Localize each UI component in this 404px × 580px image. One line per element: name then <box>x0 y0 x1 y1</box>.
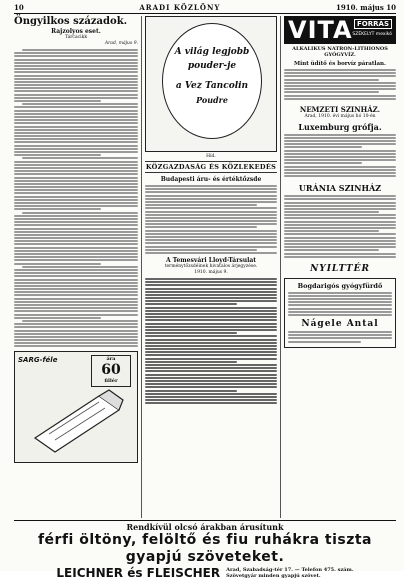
text-line <box>14 84 138 86</box>
text-line <box>284 159 396 161</box>
text-line <box>14 228 138 230</box>
text-line <box>14 196 138 198</box>
text-line <box>288 295 392 297</box>
text-line <box>14 135 138 137</box>
text-line <box>145 236 277 238</box>
text-line <box>145 342 277 344</box>
text-line <box>145 339 277 341</box>
text-line <box>284 169 396 171</box>
text-line <box>14 87 138 89</box>
text-line <box>14 97 138 99</box>
text-line <box>284 253 396 255</box>
text-line <box>14 304 138 306</box>
text-line <box>145 188 277 190</box>
text-line <box>14 68 138 70</box>
text-line <box>145 390 237 392</box>
text-line <box>284 79 379 81</box>
urania-program <box>284 195 396 258</box>
text-line <box>14 291 138 293</box>
text-line <box>14 205 138 207</box>
spa-text-2 <box>288 331 392 343</box>
text-line <box>145 214 277 216</box>
text-line <box>145 393 277 395</box>
text-line <box>14 113 138 115</box>
text-line <box>14 307 138 309</box>
text-line <box>14 129 138 131</box>
text-line <box>14 240 138 242</box>
text-line <box>284 75 396 77</box>
text-line <box>145 294 277 296</box>
text-line <box>14 243 138 245</box>
text-line <box>145 300 277 302</box>
text-line <box>14 59 138 61</box>
text-line <box>14 141 138 143</box>
article-byline: Tárcacikk <box>64 35 88 40</box>
text-line <box>14 294 138 296</box>
text-line <box>14 202 138 204</box>
lloyd-title: A Temesvári Lloyd-Társulat <box>165 256 257 264</box>
text-line <box>145 367 277 369</box>
text-line <box>14 126 138 128</box>
text-line <box>14 186 138 188</box>
text-line <box>14 154 101 156</box>
text-line <box>145 310 277 312</box>
price-table <box>145 278 277 404</box>
text-line <box>145 307 277 309</box>
text-line <box>14 218 138 220</box>
text-line <box>284 166 396 168</box>
text-line <box>14 173 138 175</box>
text-line <box>145 278 277 280</box>
text-line <box>145 354 277 356</box>
text-line <box>145 374 277 376</box>
text-line <box>288 308 392 310</box>
text-line <box>284 146 362 148</box>
text-line <box>22 266 138 268</box>
text-line <box>284 150 396 152</box>
text-line <box>284 202 396 204</box>
text-line <box>145 288 277 290</box>
text-line <box>14 122 138 124</box>
banner-line-1: Rendkívül olcsó árakban árusítunk <box>126 522 284 532</box>
text-line <box>145 226 257 228</box>
text-line <box>14 342 138 344</box>
text-line <box>145 195 277 197</box>
page-header <box>14 2 396 14</box>
text-line <box>288 337 392 339</box>
section-title: KÖZGAZDASÁG ÉS KÖZLEKEDÉS <box>145 163 277 171</box>
text-line <box>14 208 101 210</box>
nyiltter-title: NYILTTÉR <box>310 263 370 274</box>
text-line <box>14 288 138 290</box>
text-line <box>14 301 138 303</box>
text-line <box>284 153 396 155</box>
text-line <box>288 298 392 300</box>
text-line <box>145 326 277 328</box>
text-line <box>145 316 277 318</box>
text-line <box>284 137 396 139</box>
text-line <box>145 329 277 331</box>
text-line <box>14 75 138 77</box>
text-line <box>288 334 392 336</box>
firm-note: Szövetgyár minden gyapjú szövet. <box>226 573 321 579</box>
article-dateline: Arad, május 9. <box>104 41 138 46</box>
text-line <box>288 314 392 316</box>
article-body <box>14 49 138 347</box>
text-line <box>22 103 138 105</box>
text-line <box>284 156 396 158</box>
text-line <box>145 383 277 385</box>
text-line <box>145 399 277 401</box>
text-line <box>288 341 361 343</box>
spa-name: Nágele Antal <box>301 319 379 329</box>
text-line <box>14 151 138 153</box>
text-line <box>145 386 277 388</box>
banner-footer <box>14 566 396 580</box>
text-line <box>145 207 277 209</box>
text-line <box>14 132 138 134</box>
text-line <box>14 231 138 233</box>
tube-illustration <box>29 386 125 456</box>
text-line <box>145 335 277 337</box>
vita-details <box>284 69 396 100</box>
price-box <box>91 355 131 387</box>
text-line <box>14 279 138 281</box>
price-value: 60 <box>101 362 121 379</box>
text-line <box>145 364 277 366</box>
text-line <box>284 221 396 223</box>
text-line <box>284 69 396 71</box>
text-line <box>145 191 277 193</box>
text-line <box>284 175 396 177</box>
text-line <box>14 282 138 284</box>
text-line <box>145 319 277 321</box>
text-line <box>284 205 396 207</box>
text-line <box>288 292 392 294</box>
column-right <box>280 16 396 518</box>
text-line <box>14 148 138 150</box>
text-line <box>284 162 362 164</box>
text-line <box>145 233 277 235</box>
text-line <box>14 167 138 169</box>
price-unit: fillér <box>104 378 118 385</box>
ad-caption: Híd. <box>206 154 216 159</box>
text-line <box>145 345 277 347</box>
ad-line-2: pouder-je <box>187 61 237 71</box>
text-line <box>14 62 138 64</box>
issue-date: 1910. május 10 <box>335 3 396 12</box>
text-line <box>145 185 277 187</box>
text-line <box>145 211 277 213</box>
text-line <box>14 110 138 112</box>
vita-tag: FORRÁS <box>354 19 392 29</box>
urania-title: URÁNIA SZINHÁZ <box>298 183 382 194</box>
text-line <box>284 208 396 210</box>
theatre-title: NEMZETI SZINHÁZ. <box>299 104 381 114</box>
spa-title: Bogdarigós gyógyfürdő <box>297 281 383 290</box>
play-title: Luxemburg grófja. <box>298 121 382 132</box>
text-line <box>284 227 396 229</box>
text-line <box>284 88 396 90</box>
article-heading: Öngyilkos századok. <box>14 16 128 27</box>
text-line <box>14 263 101 265</box>
text-line <box>22 49 138 51</box>
text-line <box>14 100 101 102</box>
text-line <box>14 250 138 252</box>
text-line <box>145 198 277 200</box>
text-line <box>14 237 138 239</box>
text-line <box>284 91 379 93</box>
text-line <box>14 330 138 332</box>
text-line <box>14 253 138 255</box>
text-line <box>14 259 138 261</box>
text-line <box>145 370 277 372</box>
text-line <box>14 164 138 166</box>
text-line <box>145 249 257 251</box>
text-line <box>14 256 138 258</box>
text-line <box>288 301 392 303</box>
text-line <box>22 157 138 159</box>
text-line <box>284 195 396 197</box>
ad-line-4: Poudre <box>196 95 228 105</box>
text-line <box>145 239 277 241</box>
text-line <box>284 243 396 245</box>
text-line <box>284 85 396 87</box>
powder-advertisement <box>145 16 277 152</box>
text-line <box>288 304 392 306</box>
bottom-advertisement <box>14 520 396 580</box>
text-line <box>14 326 138 328</box>
text-line <box>145 284 277 286</box>
text-line <box>14 161 138 163</box>
price-label: ára <box>106 356 116 363</box>
text-line <box>288 311 392 313</box>
text-line <box>145 351 277 353</box>
text-line <box>14 170 138 172</box>
vita-line-2: Mint üdítő és borvíz páratlan. <box>294 61 386 67</box>
text-line <box>145 297 277 299</box>
text-line <box>14 90 138 92</box>
sarg-advertisement <box>14 351 138 463</box>
text-line <box>14 336 138 338</box>
ad-line-3: a Vez Tancolin <box>175 81 249 91</box>
text-line <box>145 313 277 315</box>
text-line <box>284 134 396 136</box>
text-line <box>284 143 396 145</box>
text-line <box>145 252 277 254</box>
text-line <box>145 323 277 325</box>
text-line <box>14 145 138 147</box>
text-line <box>14 234 138 236</box>
article-subheading: Rajzolyos eset. <box>51 28 101 35</box>
text-line <box>145 396 277 398</box>
text-line <box>284 217 396 219</box>
text-line <box>14 119 138 121</box>
text-line <box>284 198 396 200</box>
market-subtitle: Budapesti áru- és értéktőzsde <box>160 176 262 183</box>
text-line <box>145 242 277 244</box>
text-line <box>145 377 277 379</box>
text-line <box>14 333 138 335</box>
text-line <box>284 140 396 142</box>
text-line <box>284 249 379 251</box>
text-line <box>22 212 138 214</box>
text-line <box>14 71 138 73</box>
text-line <box>14 314 138 316</box>
text-line <box>284 237 396 239</box>
text-line <box>14 65 138 67</box>
spa-text <box>288 292 392 316</box>
text-line <box>14 215 138 217</box>
text-line <box>145 348 277 350</box>
theatre-date: Arad, 1910. évi május hó 10-én <box>304 113 376 119</box>
text-line <box>14 55 138 57</box>
text-line <box>14 323 138 325</box>
text-line <box>14 78 138 80</box>
vita-advertisement <box>284 16 396 44</box>
text-line <box>288 331 392 333</box>
text-line <box>14 221 138 223</box>
vita-line-1: ALKALIKUS NATRON-LITHIONOS GYÓGYVÍZ. <box>292 46 388 58</box>
text-line <box>284 230 379 232</box>
text-line <box>14 224 138 226</box>
text-line <box>284 214 396 216</box>
newspaper-title: ARADI KÖZLÖNY <box>139 3 221 12</box>
column-left <box>14 16 138 518</box>
text-line <box>284 256 396 258</box>
text-line <box>145 402 277 404</box>
text-line <box>22 320 138 322</box>
text-line <box>145 220 277 222</box>
text-line <box>145 217 277 219</box>
text-line <box>284 233 396 235</box>
market-report <box>145 185 277 254</box>
text-line <box>14 177 138 179</box>
text-line <box>14 180 138 182</box>
text-line <box>145 332 237 334</box>
text-line <box>14 116 138 118</box>
column-middle <box>141 16 277 518</box>
vita-brand: VITA <box>288 16 353 44</box>
text-line <box>145 246 277 248</box>
text-line <box>14 345 138 347</box>
lloyd-date: 1910. május 9. <box>194 269 228 275</box>
text-line <box>284 172 396 174</box>
text-line <box>145 223 277 225</box>
text-line <box>284 98 396 100</box>
banner-line-2: férfi öltöny, felöltő és fiu ruhákra tiszta gyapjú szöveteket. <box>37 532 373 565</box>
text-line <box>145 201 277 203</box>
text-line <box>14 310 138 312</box>
text-line <box>145 358 277 360</box>
text-line <box>14 247 138 249</box>
text-line <box>14 183 138 185</box>
text-line <box>14 269 138 271</box>
text-line <box>14 275 138 277</box>
text-line <box>14 199 138 201</box>
text-line <box>14 285 138 287</box>
text-line <box>284 95 396 97</box>
firm-name: LEICHNER és FLEISCHER <box>56 566 221 580</box>
text-line <box>14 272 138 274</box>
text-line <box>14 189 138 191</box>
spa-advertisement <box>284 278 396 348</box>
text-line <box>14 317 101 319</box>
cast-list <box>284 134 396 177</box>
text-line <box>145 281 277 283</box>
text-line <box>14 106 138 108</box>
page-number: 10 <box>14 3 24 12</box>
text-line <box>145 204 257 206</box>
text-line <box>145 291 277 293</box>
lloyd-subtitle: terménytőzsdéinek hivatalos árjegyzése. <box>164 263 258 269</box>
text-line <box>14 192 138 194</box>
text-line <box>284 211 379 213</box>
text-line <box>14 298 138 300</box>
text-line <box>145 230 277 232</box>
text-line <box>14 339 138 341</box>
text-line <box>145 361 237 363</box>
text-line <box>284 246 396 248</box>
text-line <box>284 72 396 74</box>
sarg-brand: SARG-féle <box>18 356 58 365</box>
vita-sub: SZÉKELYT mexikó <box>352 32 392 37</box>
ad-line-1: A világ legjobb <box>174 47 250 57</box>
text-line <box>145 380 277 382</box>
text-line <box>14 94 138 96</box>
text-line <box>284 82 396 84</box>
text-line <box>14 52 138 54</box>
text-line <box>284 240 396 242</box>
text-line <box>14 81 138 83</box>
text-line <box>145 303 237 305</box>
firm-address: Arad, Szabadság-tér 17. — Telefon 475. szám. <box>226 567 354 573</box>
text-line <box>14 138 138 140</box>
text-line <box>284 224 396 226</box>
